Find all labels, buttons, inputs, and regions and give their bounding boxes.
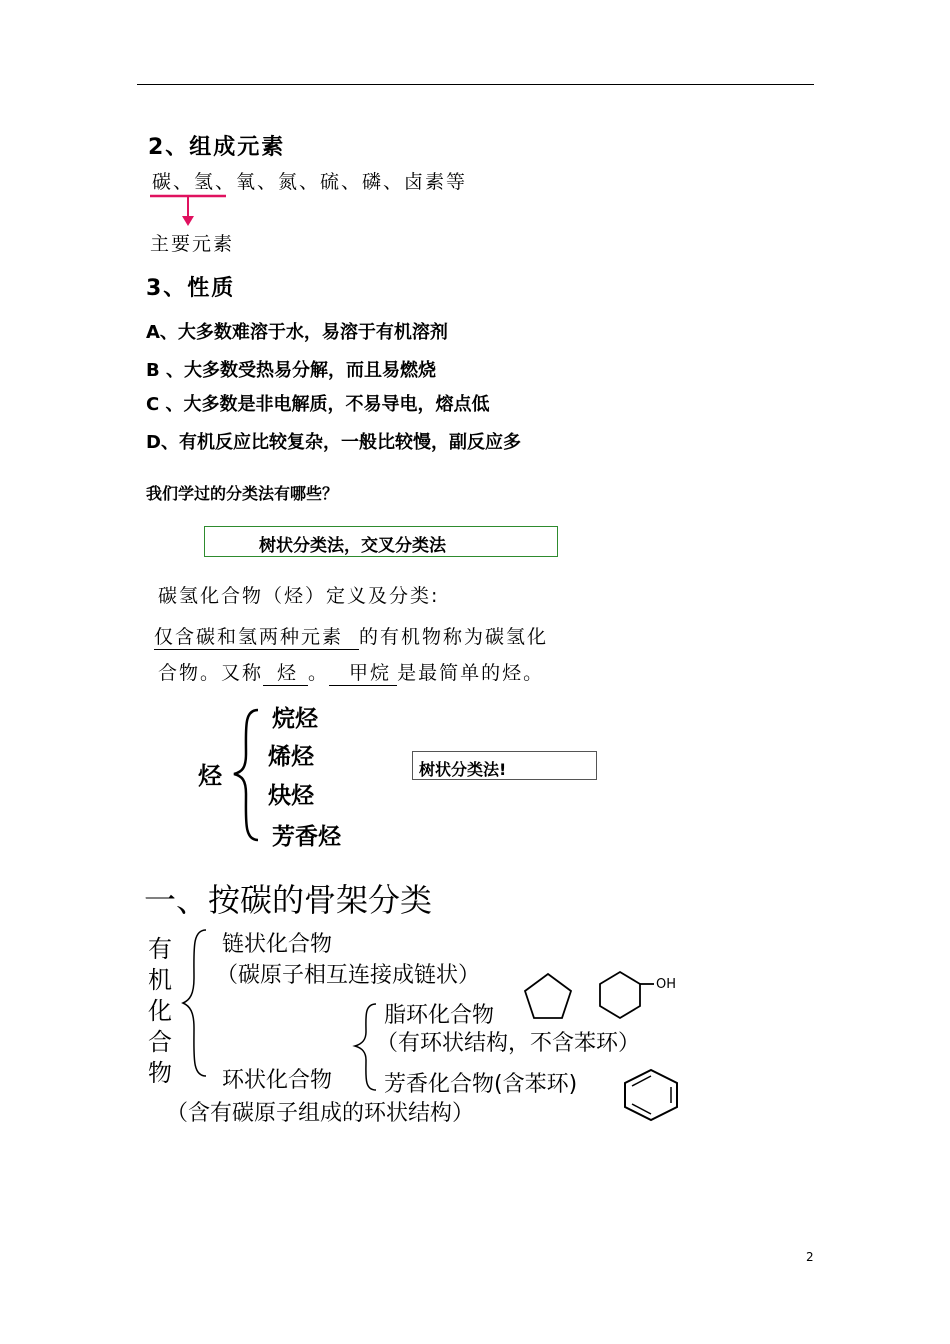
aromatic-compound: 芳香化合物(含苯环)	[384, 1072, 578, 1097]
organic-char: 化	[148, 997, 172, 1025]
definition-rest: 的有机物称为碳氢化	[359, 626, 549, 648]
definition-text-a: 合物。又称	[158, 662, 264, 684]
definition-blank-3: 甲烷	[329, 658, 397, 686]
property-b: B 、大多数受热易分解，而且易燃烧	[146, 360, 436, 381]
property-d: D、有机反应比较复杂，一般比较慢，副反应多	[146, 432, 521, 453]
section2-heading: 2、组成元素	[148, 135, 286, 160]
section-one-heading: 一、按碳的骨架分类	[144, 881, 433, 919]
definition-text-b: 。	[308, 662, 330, 684]
elements-line: 碳、氢、氧、氮、硫、磷、卤素等	[152, 171, 468, 193]
definition-line-1	[154, 622, 548, 650]
chain-compound: 链状化合物	[222, 932, 333, 957]
hydroxyl-label: OH	[656, 977, 677, 992]
tree-method-box: 树状分类法!	[412, 751, 597, 780]
hydrocarbon-title: 碳氢化合物（烃）定义及分类:	[158, 585, 440, 607]
definition-text-c: 是最简单的烃。	[397, 662, 545, 684]
tree-brace	[230, 708, 270, 843]
ring-compound: 环状化合物	[222, 1068, 333, 1093]
organic-char: 有	[148, 935, 172, 963]
branch-alkane: 烷烃	[272, 706, 318, 732]
organic-brace	[180, 928, 210, 1080]
definition-blank-2: 烃	[263, 658, 308, 686]
tree-root: 烃	[198, 762, 222, 790]
alicyclic-compound-note: （有环状结构，不含苯环）	[376, 1031, 641, 1056]
main-elements-arrow	[150, 192, 230, 232]
organic-char: 物	[148, 1059, 172, 1087]
chain-compound-note: （碳原子相互连接成链状）	[216, 963, 481, 988]
page-number: 2	[806, 1250, 814, 1264]
ring-compound-note: （含有碳原子组成的环状结构）	[166, 1101, 475, 1126]
section3-heading: 3、性质	[146, 276, 236, 301]
alicyclic-compound: 脂环化合物	[384, 1003, 495, 1028]
branch-aromatic: 芳香烃	[272, 824, 341, 850]
definition-blank: 仅含碳和氢两种元素	[154, 622, 359, 650]
main-elements-label: 主要元素	[150, 233, 235, 255]
property-a: A、大多数难溶于水，易溶于有机溶剂	[146, 322, 448, 343]
organic-char: 合	[148, 1028, 172, 1056]
branch-alkyne: 炔烃	[268, 783, 314, 809]
classification-answer-box: 树状分类法，交叉分类法	[204, 526, 558, 557]
cyclohexanol-icon	[598, 970, 658, 1020]
header-rule	[137, 84, 814, 85]
property-c: C 、大多数是非电解质，不易导电，熔点低	[146, 394, 490, 415]
cyclopentane-icon	[522, 972, 574, 1022]
organic-char: 机	[148, 966, 172, 994]
benzene-icon	[624, 1068, 682, 1122]
organic-compound-label	[146, 934, 174, 1089]
classification-question: 我们学过的分类法有哪些？	[146, 484, 339, 503]
definition-line-2	[158, 658, 544, 686]
branch-alkene: 烯烃	[268, 744, 314, 770]
